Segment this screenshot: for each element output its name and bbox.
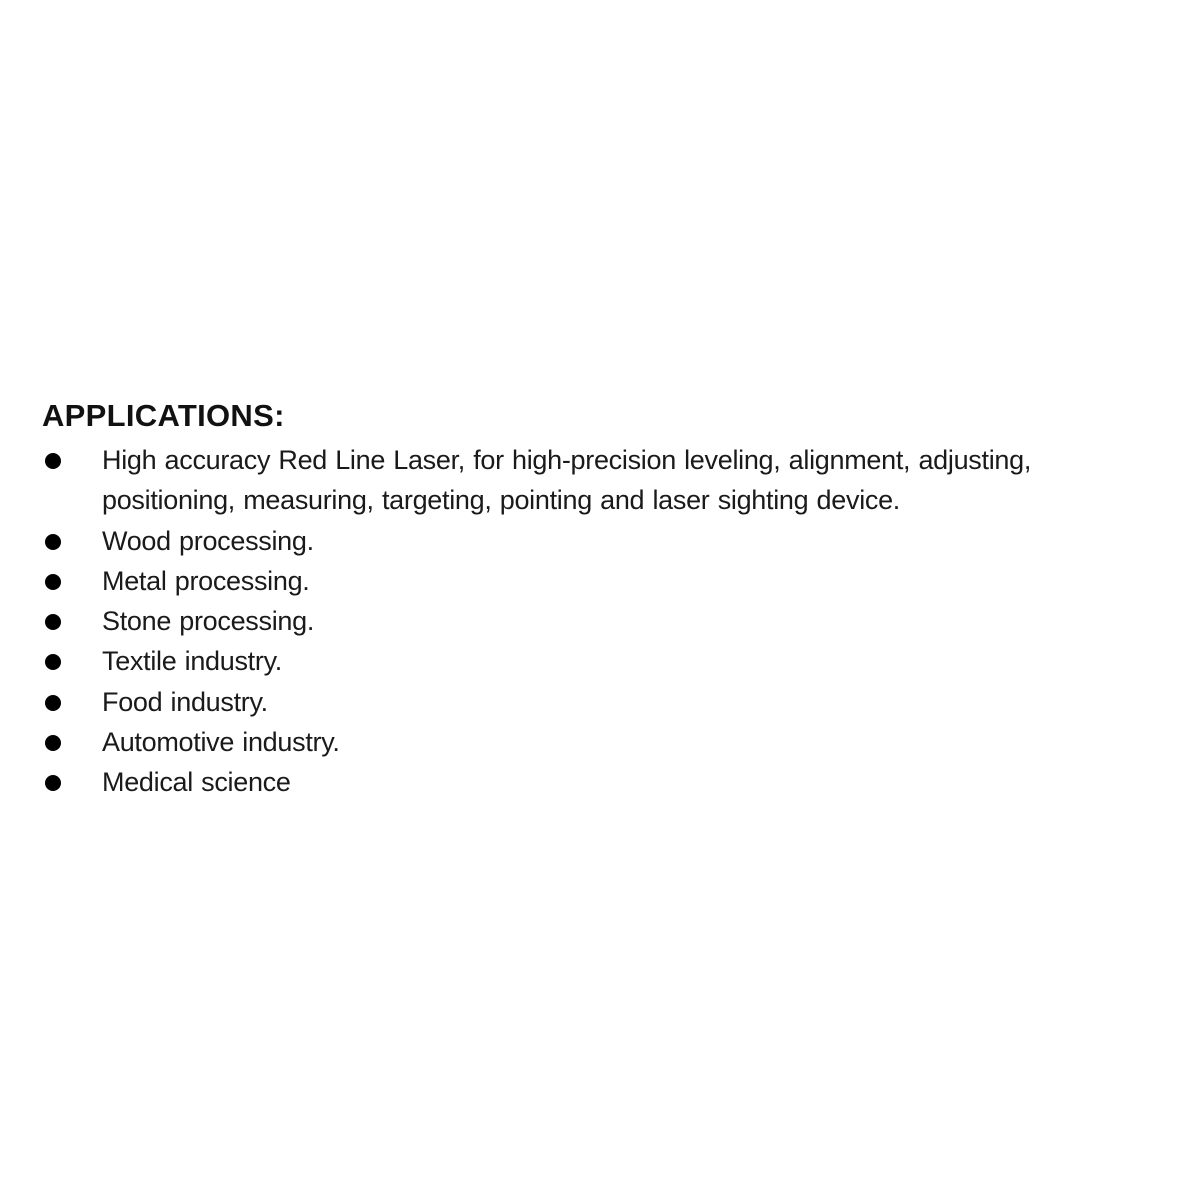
bullet-dot-icon xyxy=(45,534,61,550)
list-item xyxy=(0,561,1200,601)
list-item xyxy=(0,641,1200,681)
bullet-dot-icon xyxy=(45,614,61,630)
bullet-dot-icon xyxy=(45,695,61,711)
list-item xyxy=(0,440,1200,521)
bullet-dot-icon xyxy=(45,775,61,791)
list-item-text: Textile industry. xyxy=(102,646,282,677)
list-item-text: Metal processing. xyxy=(102,565,310,596)
list-item-text: Automotive industry. xyxy=(102,727,340,758)
bullet-dot-icon xyxy=(45,453,61,469)
list-item-text: Medical science xyxy=(102,767,291,798)
list-item-text: Stone processing. xyxy=(102,606,315,637)
list-item xyxy=(0,722,1200,762)
list-item xyxy=(0,521,1200,561)
bullet-dot-icon xyxy=(45,654,61,670)
list-item-text: High accuracy Red Line Laser, for high-precision leveling, alignment, adjusting, positioning, measuring, targeting, pointing and laser sighting device. xyxy=(102,445,1032,516)
applications-list xyxy=(0,440,1200,803)
bullet-dot-icon xyxy=(45,735,61,751)
list-item xyxy=(0,682,1200,722)
list-item-text: Wood processing. xyxy=(102,525,314,556)
list-item-text: Food industry. xyxy=(102,686,268,717)
list-item xyxy=(0,601,1200,641)
list-item xyxy=(0,762,1200,802)
bullet-dot-icon xyxy=(45,574,61,590)
applications-heading: APPLICATIONS: xyxy=(42,398,285,433)
